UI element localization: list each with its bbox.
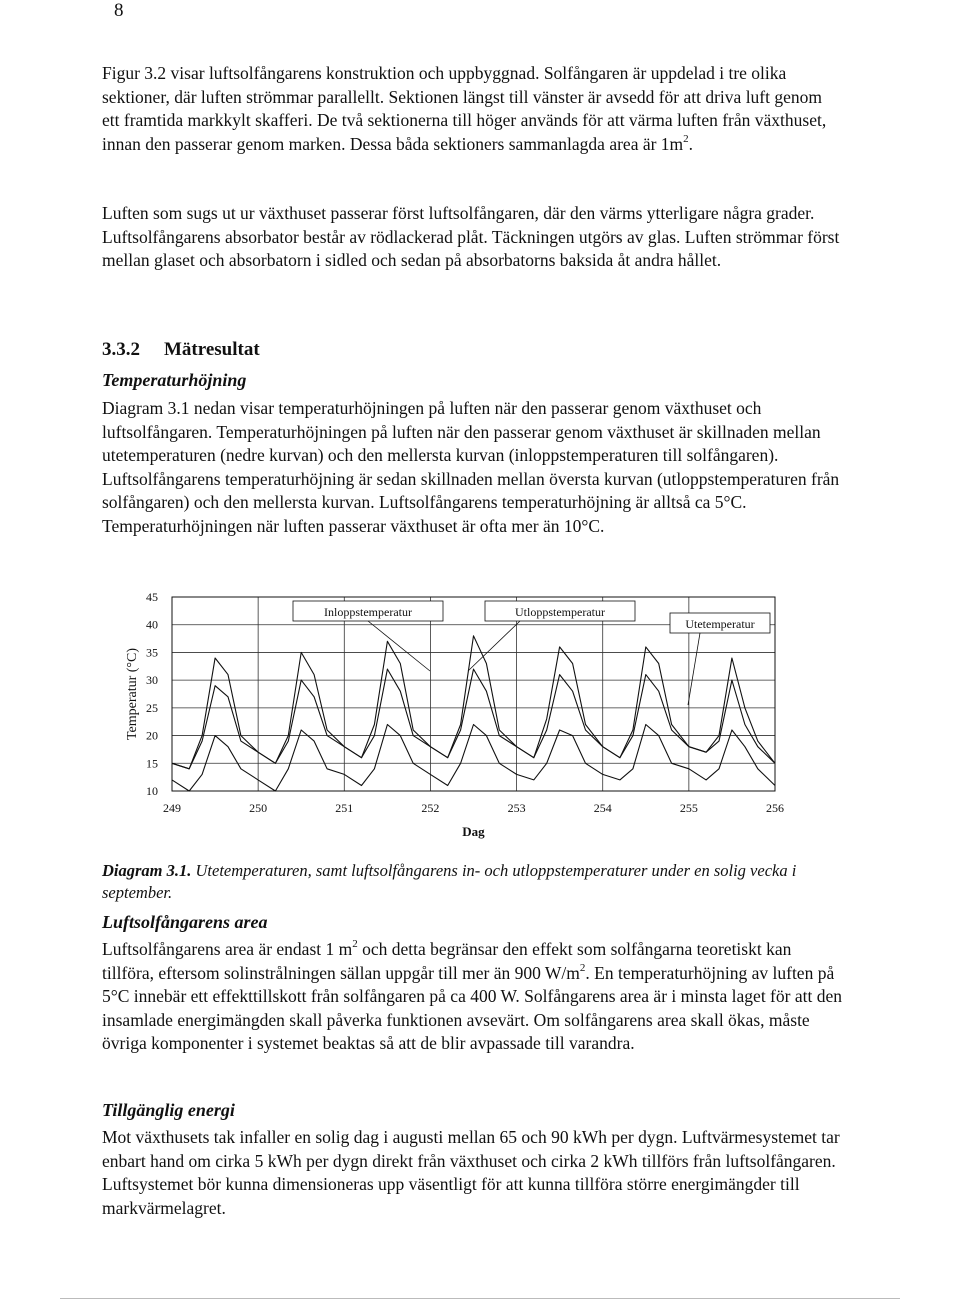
annotation-leader-line xyxy=(688,633,700,705)
page-number: 8 xyxy=(114,0,124,21)
area-text-b: och detta begränsar den effekt som solfångarna teoretiskt kan tillföra, eftersom solinstrålningen sällan uppgår till mer än 900 W/m xyxy=(102,939,792,983)
intro-paragraph-2: Luften som sugs ut ur växthuset passerar först luftsolfångaren, där den värms ytterligare några grader. Luftsolfångarens absorbator består av rödlackerad plåt. Täckningen utgörs av glas. Luften strömmar först mellan glaset och absorbatorn i sidled och sedan på absorbatorns baksida åt andra hållet. xyxy=(102,203,840,270)
y-axis-label: Temperatur (°C) xyxy=(125,647,140,741)
temperature-subheading: Temperaturhöjning xyxy=(102,370,247,390)
energy-subheading: Tillgänglig energi xyxy=(102,1100,235,1120)
intro-paragraph-1 xyxy=(102,62,842,156)
section-heading xyxy=(102,339,284,361)
x-tick-label: 255 xyxy=(679,801,698,815)
x-tick-label: 249 xyxy=(163,801,181,815)
y-tick-label: 30 xyxy=(146,673,158,688)
intro-paragraph-1-end: . xyxy=(688,133,694,154)
x-tick-label: 251 xyxy=(335,801,354,815)
series-line-utloppstemperatur xyxy=(172,636,775,769)
figure-caption xyxy=(102,860,822,904)
y-tick-label: 25 xyxy=(146,700,158,715)
intro-paragraph-1-text: Figur 3.2 visar luftsolfångarens konstruktion och uppbyggnad. Solfångaren är uppdelad i tre olika sektioner, där luften strömmar parallellt. Sektionen längst till vänster är avsedd för att driva luft genom ett framtida markkylt skafferi. De två sektionerna till höger används för att värma luften från växthuset, innan den passerar genom marken. Dessa båda sektioners sammanlagda area är 1m xyxy=(102,63,827,154)
y-tick-label: 20 xyxy=(146,728,158,743)
footer-divider xyxy=(60,1298,900,1299)
y-tick-label: 40 xyxy=(146,617,158,632)
energy-paragraph: Mot växthusets tak infaller en solig dag i augusti mellan 65 och 90 kWh per dygn. Luftvärmesystemet tar enbart hand om cirka 5 kWh per dygn direkt från växthuset och cirka 2 kWh tillförs från luftsolfångaren. Luftsystemet bör kunna dimensioneras upp väsentligt för att kunna tillföra större energimängder till markvärmelagret. xyxy=(102,1127,840,1218)
area-text-c: . En temperaturhöjning av luften på 5°C innebär ett effekttillskott från solfångaren på ca 400 W. Solfångarens area är i minsta laget för att den insamlade energimängden skall påverka funktionen avsevärt. Om solfångarens area skall ökas, måste övriga komponenter i systemet beaktas så att de blir avpassade till varandra. xyxy=(102,962,842,1053)
y-tick-label: 10 xyxy=(146,784,158,798)
area-sup-a: 2 xyxy=(352,938,358,951)
temperature-chart xyxy=(100,583,800,843)
caption-text: Utetemperaturen, samt luftsolfångarens in- och utloppstemperaturer under en solig vecka i september. xyxy=(102,861,797,902)
temperature-chart-svg xyxy=(100,583,800,843)
area-sup-b: 2 xyxy=(579,961,586,974)
x-tick-label: 252 xyxy=(421,801,440,815)
intro-paragraph-1-sup: 2 xyxy=(683,132,689,145)
annotation-leader-line xyxy=(368,621,430,671)
temperature-paragraph: Diagram 3.1 nedan visar temperaturhöjningen på luften när den passerar genom växthuset och luftsolfångaren. Temperaturhöjningen på luften när den passerar genom växthuset är skillnaden mellan utetemperaturen (nedre kurvan) och den mellersta kurvan (inloppstemperaturen till solfångaren). Luftsolfångarens temperaturhöjning är sedan skillnaden mellan översta kurvan (utloppstemperaturen från solfångaren) och den mellersta kurvan. Luftsolfångarens temperaturhöjning är alltså ca 5°C. Temperaturhöjningen när luften passerar växthuset är ofta mer än 10°C. xyxy=(102,398,840,536)
y-tick-label: 35 xyxy=(146,645,158,660)
x-tick-label: 256 xyxy=(766,801,784,815)
y-tick-label: 15 xyxy=(146,756,158,771)
series-line-utetemperatur xyxy=(172,725,775,792)
annotation-label: Inloppstemperatur xyxy=(324,605,412,619)
area-text-a: Luftsolfångarens area är endast 1 m xyxy=(102,939,353,959)
x-tick-label: 254 xyxy=(593,801,612,815)
area-subheading: Luftsolfångarens area xyxy=(102,912,268,932)
annotation-leader-line xyxy=(468,621,520,671)
area-paragraph xyxy=(102,938,842,1056)
section-title: Mätresultat xyxy=(164,339,260,360)
annotation-label: Utloppstemperatur xyxy=(515,605,605,619)
series-line-inloppstemperatur xyxy=(172,669,775,769)
section-number: 3.3.2 xyxy=(102,339,140,360)
x-axis-label: Dag xyxy=(462,824,485,839)
x-tick-label: 253 xyxy=(507,801,526,815)
x-tick-label: 250 xyxy=(249,801,268,815)
caption-label: Diagram 3.1. xyxy=(102,861,192,880)
annotation-label: Utetemperatur xyxy=(685,617,755,631)
y-tick-label: 45 xyxy=(146,590,158,604)
